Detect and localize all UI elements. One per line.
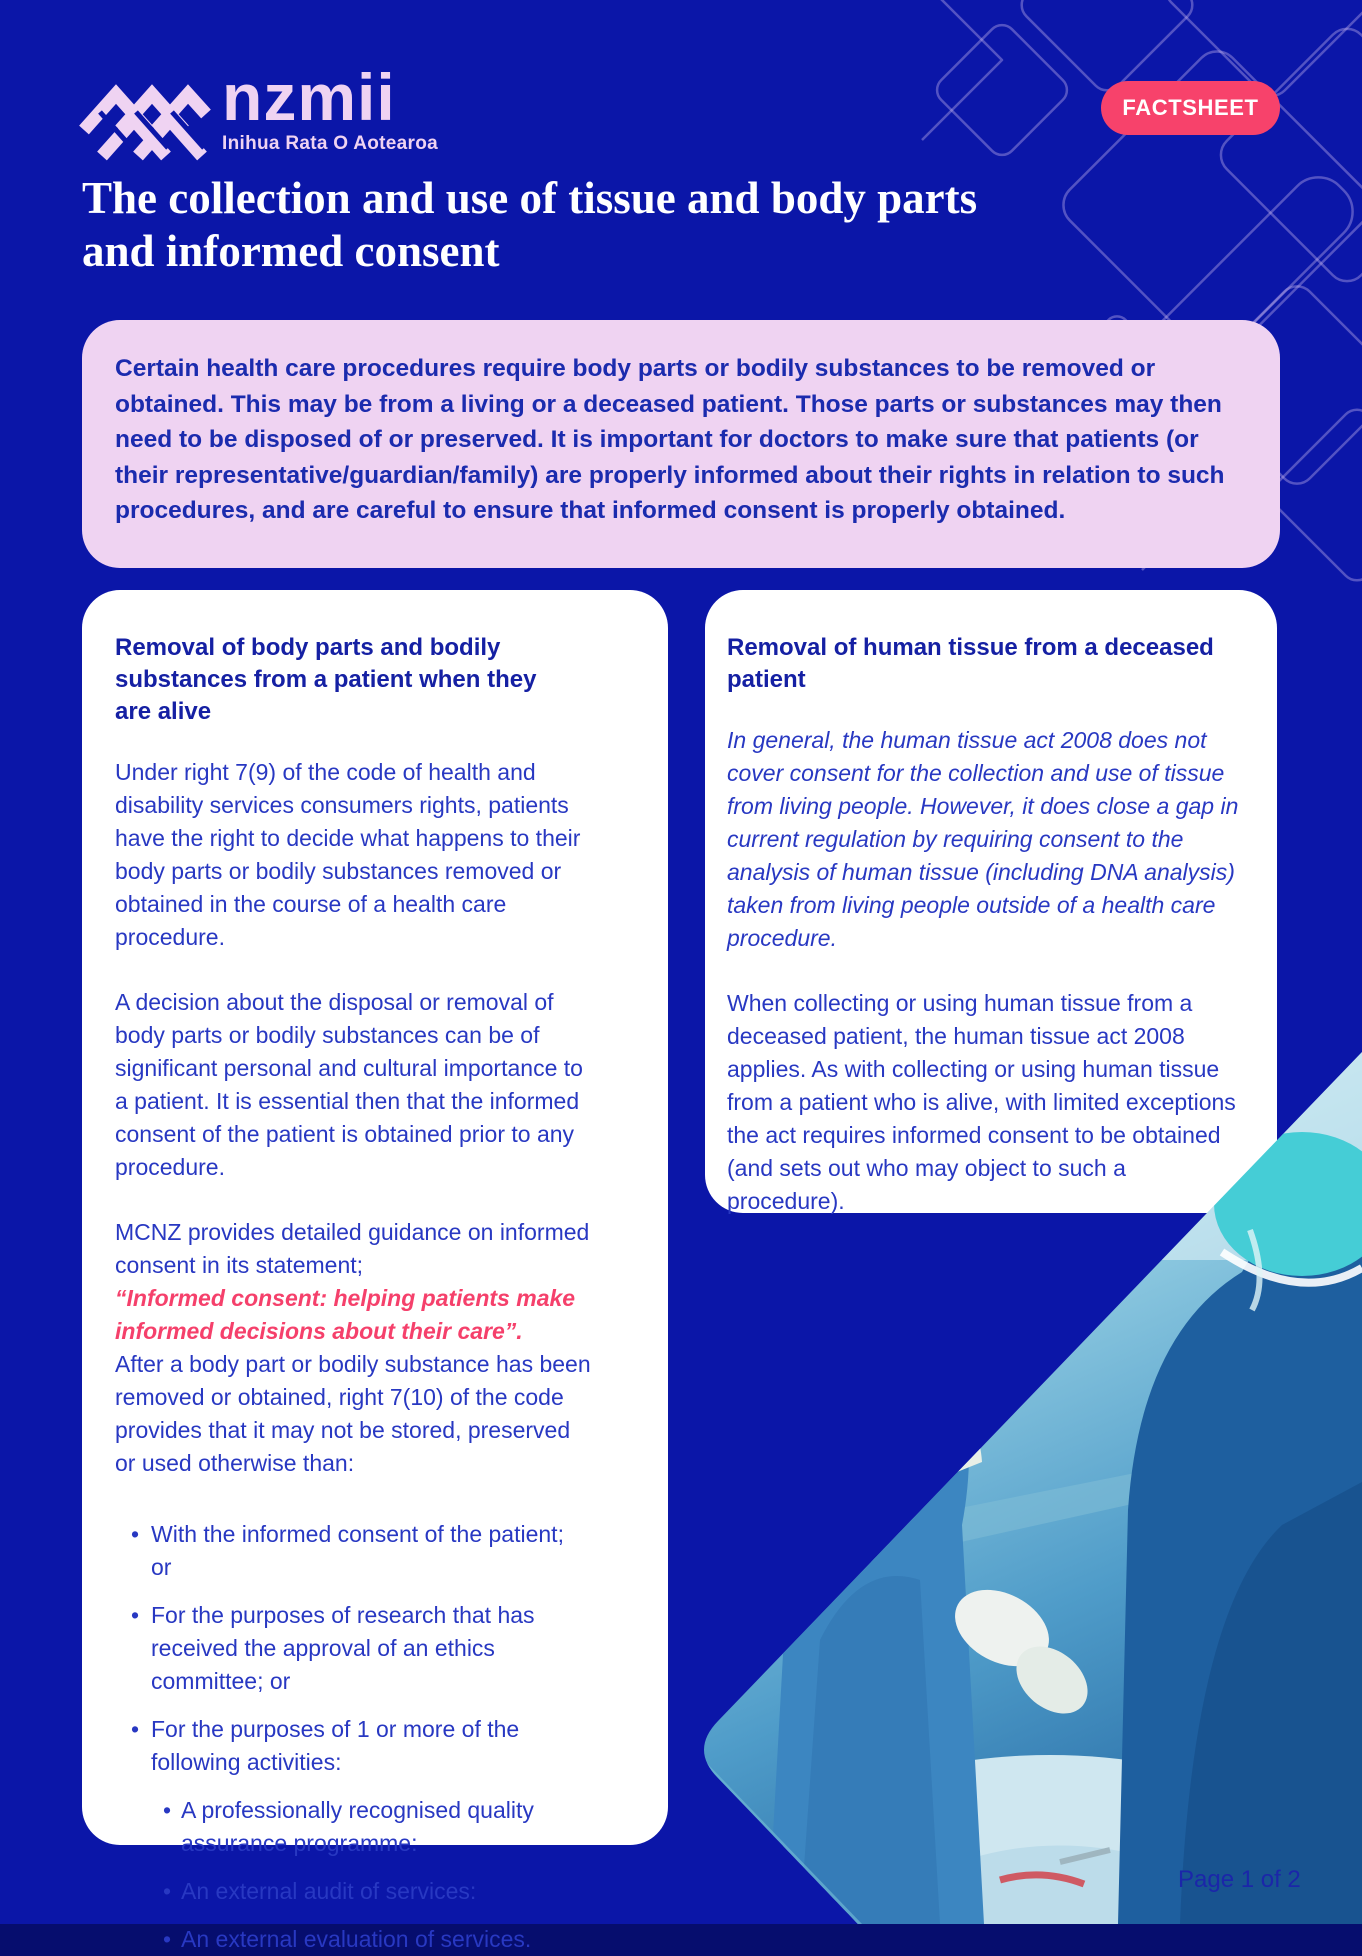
list-item: • With the informed consent of the patient; or [115,1518,575,1584]
para3-closing-text: After a body part or bodily substance has been removed or obtained, right 7(10) of the code provides that it may not be stored, preserved or used otherwise than: [115,1351,591,1476]
card-living-patient-para1: Under right 7(9) of the code of health and disability services consumers rights, patients have the right to decide what happens to their body parts or bodily substances removed or obtained in the course of a health care procedure. [115,759,581,950]
list-item: • An external audit of services: [151,1875,561,1908]
card-deceased-patient-para1: In general, the human tissue act 2008 does not cover consent for the collection and use of tissue from living people. However, it does close a gap in current regulation by requiring consent to the analysis of human tissue (including DNA analysis) taken from living people outside of a health care procedure. [727,727,1239,951]
card-living-patient-para2: A decision about the disposal or removal of body parts or bodily substances can be of significant personal and cultural importance to a patient. It is essential then that the informed consent of the patient is obtained prior to any procedure. [115,989,583,1180]
card-living-patient-heading: Removal of body parts and bodily substances from a patient when they are alive [115,634,537,725]
list-item: • An external evaluation of services. [151,1923,561,1956]
mcnz-statement-reference: “Informed consent: helping patients make informed decisions about their care”. [115,1285,576,1344]
factsheet-badge: FACTSHEET [1101,81,1280,135]
list-item: • A professionally recognised quality assurance programme: [151,1794,561,1860]
card-deceased-patient-para2: When collecting or using human tissue from a deceased patient, the human tissue act 2008 applies. As with collecting or using human tissue from a patient who is alive, with limited exceptions the act requires informed consent to be obtained (and sets out who may object to such a procedure). [727,990,1236,1214]
page-title-line2: and informed consent [82,226,500,276]
intro-summary-text: Certain health care procedures require body parts or bodily substances to be removed or obtained. This may be from a living or a deceased patient. Those parts or substances may then need to be disposed of or preserved. It is important for doctors to make sure that patients (or their representative/guardian/family) are properly informed about their rights in relation to such procedures, and are careful to ensure that informed consent is properly obtained. [115,355,1225,524]
list-item: • For the purposes of research that has received the approval of an ethics committee; or [115,1599,575,1698]
logo-tagline: Inihua Rata O Aotearoa [222,133,438,154]
card-deceased-patient-heading: Removal of human tissue from a deceased patient [727,634,1214,693]
logo-wordmark: nzmii [222,60,396,134]
page-number-label: Page 1 of 2 [1178,1866,1301,1893]
list-item-label: For the purposes of 1 or more of the following activities: [151,1716,520,1775]
para3-intro-text: MCNZ provides detailed guidance on informed consent in its statement; [115,1219,590,1278]
page-title-line1: The collection and use of tissue and body parts [82,173,978,223]
